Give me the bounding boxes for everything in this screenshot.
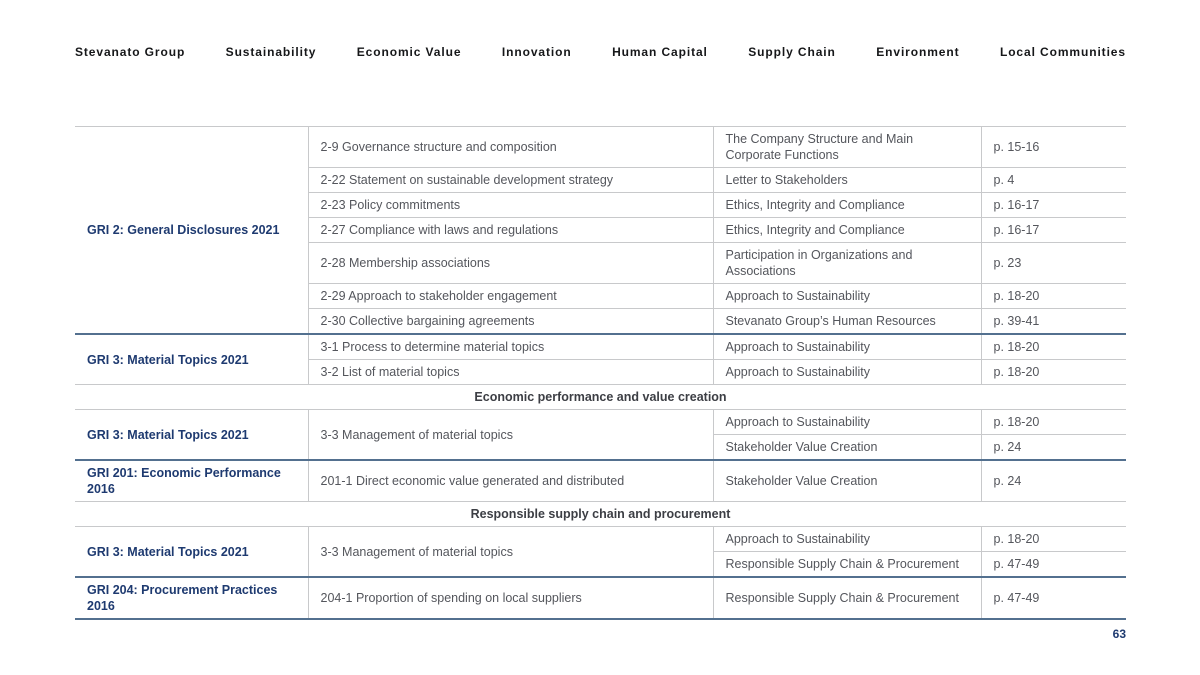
page-ref-cell: p. 16-17 bbox=[981, 218, 1126, 243]
location-cell: Ethics, Integrity and Compliance bbox=[713, 218, 981, 243]
page-ref-cell: p. 4 bbox=[981, 168, 1126, 193]
location-cell: Letter to Stakeholders bbox=[713, 168, 981, 193]
disclosure-cell: 2-27 Compliance with laws and regulations bbox=[308, 218, 713, 243]
location-cell: Ethics, Integrity and Compliance bbox=[713, 193, 981, 218]
nav-item-supply-chain[interactable]: Supply Chain bbox=[748, 45, 836, 59]
disclosure-cell: 3-3 Management of material topics bbox=[308, 527, 713, 578]
page-ref-cell: p. 16-17 bbox=[981, 193, 1126, 218]
location-cell: Approach to Sustainability bbox=[713, 410, 981, 435]
location-cell: The Company Structure and Main Corporate Functions bbox=[713, 127, 981, 168]
nav-item-economic-value[interactable]: Economic Value bbox=[356, 45, 462, 59]
table-row bbox=[75, 334, 1126, 360]
disclosure-cell: 204-1 Proportion of spending on local suppliers bbox=[308, 577, 713, 619]
gri-standard-cell: GRI 3: Material Topics 2021 bbox=[75, 527, 308, 578]
gri-standard-cell: GRI 201: Economic Performance 2016 bbox=[75, 460, 308, 502]
table-row bbox=[75, 502, 1126, 527]
gri-standard-cell: GRI 3: Material Topics 2021 bbox=[75, 410, 308, 461]
location-cell: Stevanato Group’s Human Resources bbox=[713, 309, 981, 335]
page-ref-cell: p. 18-20 bbox=[981, 527, 1126, 552]
nav-item-sustainability[interactable]: Sustainability bbox=[225, 45, 317, 59]
page-ref-cell: p. 47-49 bbox=[981, 552, 1126, 578]
table-row bbox=[75, 385, 1126, 410]
page-ref-cell: p. 18-20 bbox=[981, 360, 1126, 385]
table-row bbox=[75, 460, 1126, 502]
gri-standard-cell: GRI 3: Material Topics 2021 bbox=[75, 334, 308, 385]
disclosure-cell: 3-2 List of material topics bbox=[308, 360, 713, 385]
location-cell: Stakeholder Value Creation bbox=[713, 435, 981, 461]
location-cell: Approach to Sustainability bbox=[713, 334, 981, 360]
disclosure-cell: 2-28 Membership associations bbox=[308, 243, 713, 284]
gri-index-table bbox=[75, 126, 1126, 620]
table-row bbox=[75, 127, 1126, 168]
nav-item-innovation[interactable]: Innovation bbox=[501, 45, 572, 59]
disclosure-cell: 2-29 Approach to stakeholder engagement bbox=[308, 284, 713, 309]
disclosure-cell: 2-23 Policy commitments bbox=[308, 193, 713, 218]
section-divider: Economic performance and value creation bbox=[75, 385, 1126, 410]
location-cell: Approach to Sustainability bbox=[713, 360, 981, 385]
page-number: 63 bbox=[1112, 627, 1126, 641]
disclosure-cell: 2-30 Collective bargaining agreements bbox=[308, 309, 713, 335]
location-cell: Participation in Organizations and Associations bbox=[713, 243, 981, 284]
section-divider: Responsible supply chain and procurement bbox=[75, 502, 1126, 527]
gri-content-index bbox=[75, 126, 1126, 641]
nav-item-stevanato-group[interactable]: Stevanato Group bbox=[75, 45, 186, 59]
disclosure-cell: 3-1 Process to determine material topics bbox=[308, 334, 713, 360]
location-cell: Stakeholder Value Creation bbox=[713, 460, 981, 502]
location-cell: Approach to Sustainability bbox=[713, 527, 981, 552]
nav-item-human-capital[interactable]: Human Capital bbox=[612, 45, 708, 59]
nav-item-local-communities[interactable]: Local Communities bbox=[999, 45, 1126, 59]
disclosure-cell: 3-3 Management of material topics bbox=[308, 410, 713, 461]
top-nav bbox=[75, 45, 1126, 59]
disclosure-cell: 2-22 Statement on sustainable development strategy bbox=[308, 168, 713, 193]
page-ref-cell: p. 15-16 bbox=[981, 127, 1126, 168]
page-ref-cell: p. 24 bbox=[981, 460, 1126, 502]
disclosure-cell: 201-1 Direct economic value generated and distributed bbox=[308, 460, 713, 502]
nav-item-environment[interactable]: Environment bbox=[876, 45, 960, 59]
page-ref-cell: p. 18-20 bbox=[981, 410, 1126, 435]
table-row bbox=[75, 577, 1126, 619]
page-ref-cell: p. 47-49 bbox=[981, 577, 1126, 619]
location-cell: Responsible Supply Chain & Procurement bbox=[713, 552, 981, 578]
page-ref-cell: p. 18-20 bbox=[981, 284, 1126, 309]
table-row bbox=[75, 410, 1126, 435]
gri-standard-cell: GRI 204: Procurement Practices 2016 bbox=[75, 577, 308, 619]
page-ref-cell: p. 18-20 bbox=[981, 334, 1126, 360]
disclosure-cell: 2-9 Governance structure and composition bbox=[308, 127, 713, 168]
table-row bbox=[75, 527, 1126, 552]
location-cell: Approach to Sustainability bbox=[713, 284, 981, 309]
page-ref-cell: p. 24 bbox=[981, 435, 1126, 461]
page-ref-cell: p. 23 bbox=[981, 243, 1126, 284]
location-cell: Responsible Supply Chain & Procurement bbox=[713, 577, 981, 619]
page-ref-cell: p. 39-41 bbox=[981, 309, 1126, 335]
gri-standard-cell: GRI 2: General Disclosures 2021 bbox=[75, 127, 308, 335]
